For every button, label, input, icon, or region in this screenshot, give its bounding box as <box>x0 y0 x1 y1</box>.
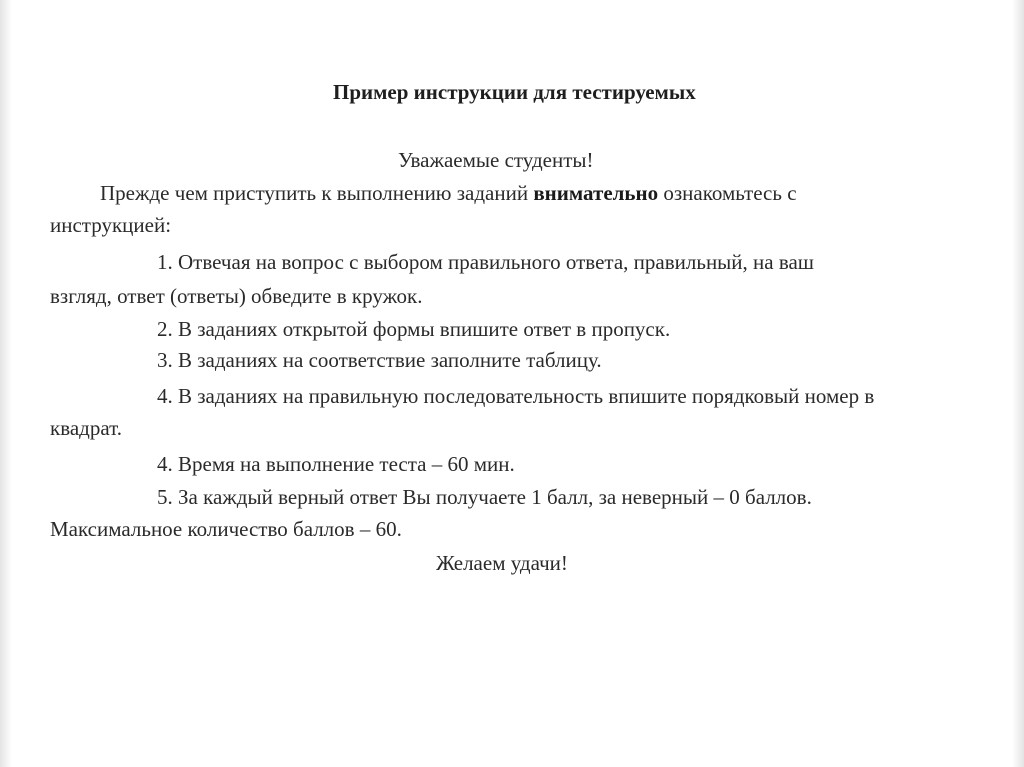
intro-text-before: Прежде чем приступить к выполнению заданий <box>100 181 534 205</box>
instruction-item-2: 2. В заданиях открытой формы впишите ответ в пропуск. <box>157 317 671 341</box>
instruction-item-3: 3. В заданиях на соответствие заполните таблицу. <box>157 348 602 372</box>
greeting: Уважаемые студенты! <box>398 148 594 172</box>
instruction-item-4: 4. В заданиях на правильную последовательность впишите порядковый номер в <box>157 384 875 408</box>
intro-text-after: ознакомьтесь с <box>658 181 797 205</box>
instruction-item-5-continued: Максимальное количество баллов – 60. <box>50 517 402 541</box>
intro-continuation: инструкцией: <box>50 213 172 237</box>
intro-paragraph <box>100 181 797 205</box>
instruction-item-4-continued: квадрат. <box>50 416 122 440</box>
instruction-item-1-continued: взгляд, ответ (ответы) обведите в кружок. <box>50 284 423 308</box>
instruction-item-1: 1. Отвечая на вопрос с выбором правильного ответа, правильный, на ваш <box>157 250 814 274</box>
instruction-item-5: 5. За каждый верный ответ Вы получаете 1 балл, за неверный – 0 баллов. <box>157 485 812 509</box>
closing-wish: Желаем удачи! <box>436 551 568 575</box>
instruction-item-time: 4. Время на выполнение теста – 60 мин. <box>157 452 515 476</box>
document-title: Пример инструкции для тестируемых <box>333 80 696 104</box>
intro-emphasis: внимательно <box>533 181 659 205</box>
